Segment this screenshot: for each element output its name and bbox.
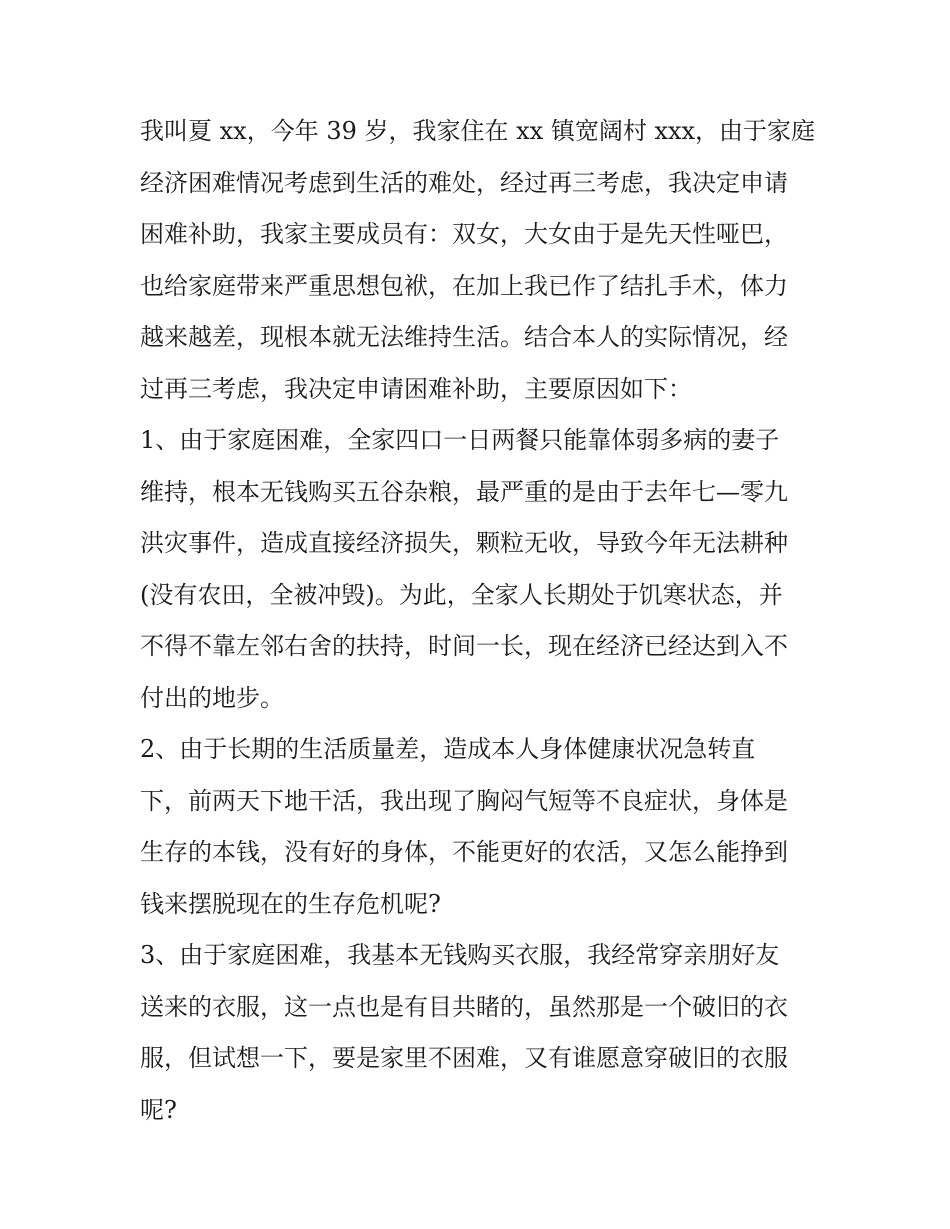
text-line: 1、由于家庭困难，全家四口一日两餐只能靠体弱多病的妻子 <box>140 426 780 454</box>
text-line: 送来的衣服，这一点也是有目共睹的，虽然那是一个破旧的衣 <box>140 992 788 1021</box>
text-line: 越来越差，现根本就无法维持生活。结合本人的实际情况，经 <box>140 323 788 351</box>
text-line: 经济困难情况考虑到生活的难处，经过再三考虑，我决定申请 <box>140 168 788 197</box>
text-line: 我叫夏 xx，今年 39 岁，我家住在 xx 镇宽阔村 xxx，由于家庭 <box>140 117 816 145</box>
text-line: 不得不靠左邻右舍的扶持，时间一长，现在经济已经达到入不 <box>140 632 788 660</box>
text-line: 生存的本钱，没有好的身体，不能更好的农活，又怎么能挣到 <box>140 838 788 866</box>
text-line: 洪灾事件，造成直接经济损失，颗粒无收，导致今年无法耕种 <box>140 529 788 557</box>
text-line: 3、由于家庭困难，我基本无钱购买衣服，我经常穿亲朋好友 <box>140 941 780 969</box>
text-line: 下，前两天下地干活，我出现了胸闷气短等不良症状，身体是 <box>140 786 788 815</box>
text-line: 付出的地步。 <box>140 683 284 712</box>
text-line: 服，但试想一下，要是家里不困难，又有谁愿意穿破旧的衣服 <box>140 1044 788 1072</box>
text-line: 钱来摆脱现在的生存危机呢? <box>140 889 441 918</box>
text-line: 也给家庭带来严重思想包袱，在加上我已作了结扎手术，体力 <box>140 271 788 300</box>
text-line: 维持，根本无钱购买五谷杂粮，最严重的是由于去年七—零九 <box>140 477 788 506</box>
document-body <box>140 106 816 1136</box>
text-line: 呢? <box>140 1095 177 1124</box>
text-line: 困难补助，我家主要成员有：双女，大女由于是先天性哑巴， <box>140 220 788 248</box>
text-line: 2、由于长期的生活质量差，造成本人身体健康状况急转直 <box>140 735 756 763</box>
text-line: 过再三考虑，我决定申请困难补助，主要原因如下： <box>140 374 692 403</box>
text-line: (没有农田，全被冲毁)。为此，全家人长期处于饥寒状态，并 <box>140 580 783 609</box>
